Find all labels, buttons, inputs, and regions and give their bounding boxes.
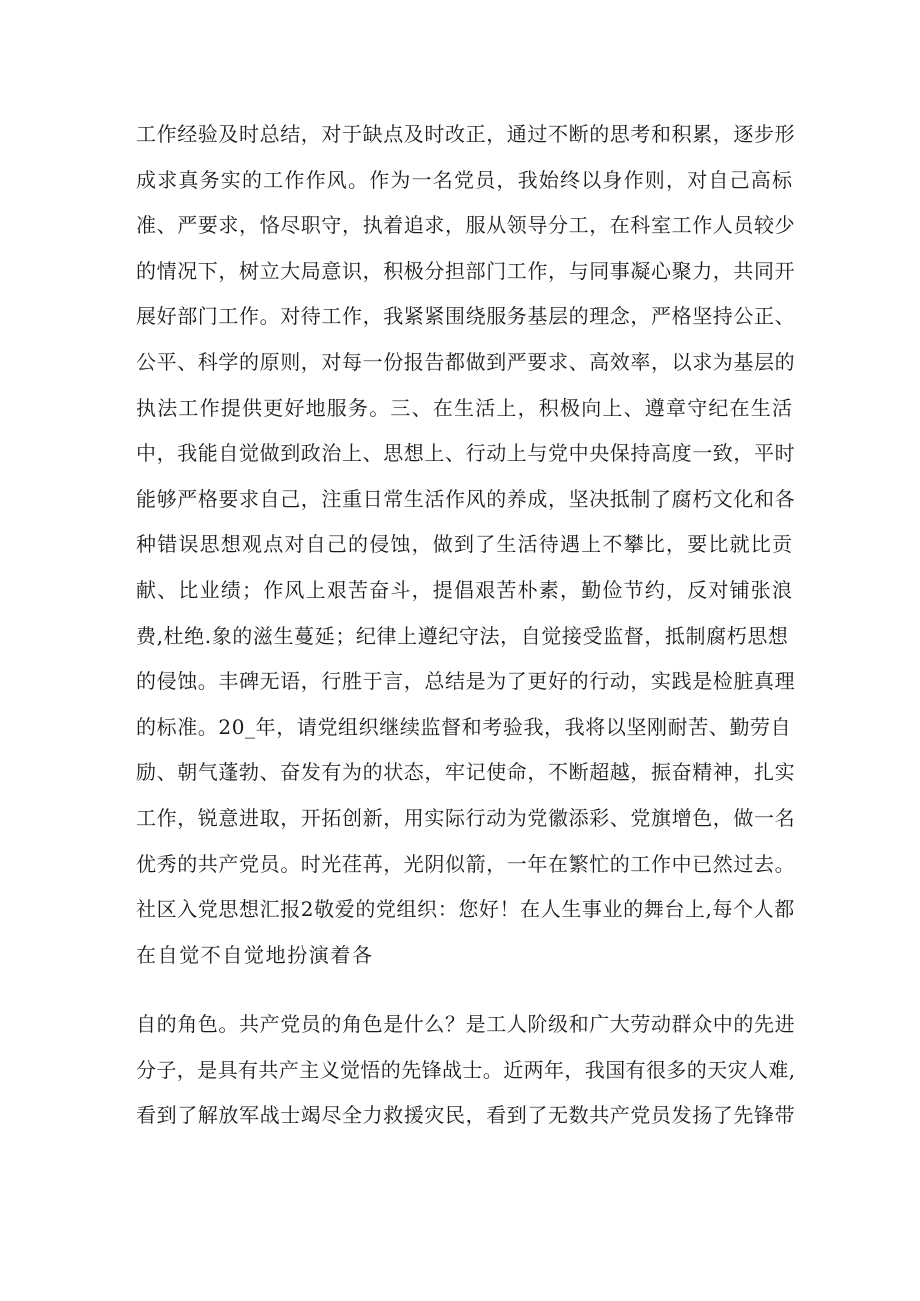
text-line: 的情况下，树立大局意识，积极分担部门工作，与同事凝心聚力，共同开 bbox=[136, 258, 796, 283]
text-line: 优秀的共产党员。时光荏苒，光阴似箭，一年在繁忙的工作中已然过去。 bbox=[136, 851, 796, 876]
text-line: 社区入党思想汇报2敬爱的党组织：您好！在人生事业的舞台上,每个人都 bbox=[136, 897, 795, 922]
text-line: 的标准。20_年，请党组织继续监督和考验我，我将以坚刚耐苦、勤劳自 bbox=[136, 714, 792, 739]
text-line: 分子，是具有共产主义觉悟的先锋战士。近两年，我国有很多的天灾人难, bbox=[136, 1057, 796, 1082]
text-line: 种错误思想观点对自己的侵蚀，做到了生活待遇上不攀比，要比就比贡 bbox=[136, 532, 794, 557]
text-line: 看到了解放军战士竭尽全力救援灾民，看到了无数共产党员发扬了先锋带 bbox=[136, 1103, 796, 1128]
text-line: 准、严要求，恪尽职守，执着追求，服从领导分工，在科室工作人员较少 bbox=[136, 213, 796, 238]
text-line: 的侵蚀。丰碑无语，行胜于言，总结是为了更好的行动，实践是检脏真理 bbox=[136, 669, 796, 694]
text-line: 在自觉不自觉地扮演着各 bbox=[136, 942, 374, 967]
text-line: 自的角色。共产党员的角色是什么？是工人阶级和广大劳动群众中的先进 bbox=[136, 1012, 796, 1037]
text-line: 费,杜绝.象的滋生蔓延；纪律上遵纪守法，自觉接受监督，抵制腐朽思想 bbox=[136, 623, 789, 648]
text-line: 公平、科学的原则，对每一份报告都做到严要求、高效率，以求为基层的 bbox=[136, 349, 796, 374]
text-line: 中，我能自觉做到政治上、思想上、行动上与党中央保持高度一致，平时 bbox=[136, 441, 796, 466]
text-line: 励、朝气蓬勃、奋发有为的状态，牢记使命，不断超越，振奋精神，扎实 bbox=[136, 760, 796, 785]
text-line: 工作，锐意进取，开拓创新，用实际行动为党徽添彩、党旗增色，做一名 bbox=[136, 805, 796, 830]
text-line: 工作经验及时总结，对于缺点及时改正，通过不断的思考和积累，逐步形 bbox=[136, 122, 796, 146]
text-line: 展好部门工作。对待工作，我紧紧围绕服务基层的理念，严格坚持公正、 bbox=[136, 304, 796, 329]
paragraph-gap bbox=[136, 978, 796, 1002]
text-line: 成求真务实的工作作风。作为一名党员，我始终以身作则，对自己高标 bbox=[136, 167, 794, 192]
text-line: 献、比业绩；作风上艰苦奋斗，提倡艰苦朴素，勤俭节约，反对铺张浪 bbox=[136, 577, 794, 602]
document-body bbox=[136, 112, 796, 1139]
text-line: 执法工作提供更好地服务。三、在生活上，积极向上、遵章守纪在生活 bbox=[136, 395, 794, 420]
text-line: 能够严格要求自己，注重日常生活作风的养成，坚决抵制了腐朽文化和各 bbox=[136, 486, 796, 511]
